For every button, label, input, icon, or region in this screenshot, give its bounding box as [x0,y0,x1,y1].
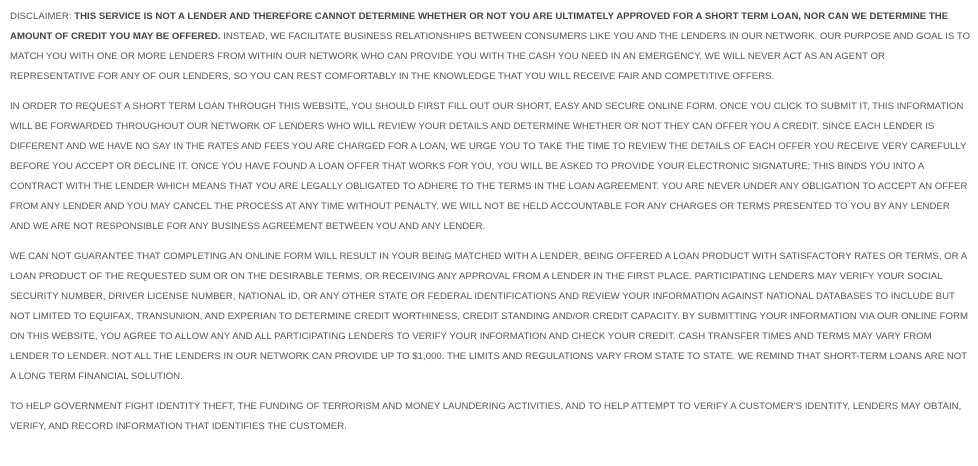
disclaimer-paragraph-1-text: INSTEAD, WE FACILITATE BUSINESS RELATIONSHIPS BETWEEN CONSUMERS LIKE YOU AND THE LENDERS IN OUR NETWORK. OUR PURPOSE AND GOAL IS TO MATCH YOU WITH ONE OR MORE LENDERS FROM WITHIN OUR NETWORK WHO CAN PROVIDE YOU WITH THE CASH YOU NEED IN AN EMERGENCY. WE WILL NEVER ACT AS AN AGENT OR REPRESENTATIVE FOR ANY OF OUR LENDERS, SO YOU CAN REST COMFORTABLY IN THE KNOWLEDGE THAT YOU WILL RECEIVE FAIR AND COMPETITIVE OFFERS. [10,31,971,82]
disclaimer-paragraph-1 [10,7,972,87]
disclaimer-paragraph-4: TO HELP GOVERNMENT FIGHT IDENTITY THEFT, THE FUNDING OF TERRORISM AND MONEY LAUNDERING ACTIVITIES, AND TO HELP ATTEMPT TO VERIFY A CUSTOMER'S IDENTITY, LENDERS MAY OBTAIN, VERIFY, AND RECORD INFORMATION THAT IDENTIFIES THE CUSTOMER. [10,401,962,432]
disclaimer-label: DISCLAIMER: [10,11,72,22]
disclaimer-paragraph-2: IN ORDER TO REQUEST A SHORT TERM LOAN THROUGH THIS WEBSITE, YOU SHOULD FIRST FILL OUT OUR SHORT, EASY AND SECURE ONLINE FORM. ONCE YOU CLICK TO SUBMIT IT, THIS INFORMATION WILL BE FORWARDED THROUGHOUT OUR NETWORK OF LENDERS WHO WILL REVIEW YOUR DETAILS AND DETERMINE WHETHER OR NOT THEY CAN OFFER YOU A CREDIT. SINCE EACH LENDER IS DIFFERENT AND WE HAVE NO SAY IN THE RATES AND FEES YOU ARE CHARGED FOR A LOAN, WE URGE YOU TO TAKE THE TIME TO REVIEW THE DETAILS OF EACH OFFER YOU RECEIVE VERY CAREFULLY BEFORE YOU ACCEPT OR DECLINE IT. ONCE YOU HAVE FOUND A LOAN OFFER THAT WORKS FOR YOU, YOU WILL BE ASKED TO PROVIDE YOUR ELECTRONIC SIGNATURE; THIS BINDS YOU INTO A CONTRACT WITH THE LENDER WHICH MEANS THAT YOU ARE LEGALLY OBLIGATED TO ADHERE TO THE TERMS IN THE LOAN AGREEMENT. YOU ARE NEVER UNDER ANY OBLIGATION TO ACCEPT AN OFFER FROM ANY LENDER AND YOU MAY CANCEL THE PROCESS AT ANY TIME WITHOUT PENALTY. WE WILL NOT BE HELD ACCOUNTABLE FOR ANY CHARGES OR TERMS PRESENTED TO YOU BY ANY LENDER AND WE ARE NOT RESPONSIBLE FOR ANY BUSINESS AGREEMENT BETWEEN YOU AND ANY LENDER. [10,101,968,232]
disclaimer-paragraph-3: WE CAN NOT GUARANTEE THAT COMPLETING AN ONLINE FORM WILL RESULT IN YOUR BEING MATCHED WITH A LENDER, BEING OFFERED A LOAN PRODUCT WITH SATISFACTORY RATES OR TERMS, OR A LOAN PRODUCT OF THE REQUESTED SUM OR ON THE DESIRABLE TERMS, OR RECEIVING ANY APPROVAL FROM A LENDER IN THE FIRST PLACE. PARTICIPATING LENDERS MAY VERIFY YOUR SOCIAL SECURITY NUMBER, DRIVER LICENSE NUMBER, NATIONAL ID, OR ANY OTHER STATE OR FEDERAL IDENTIFICATIONS AND REVIEW YOUR INFORMATION AGAINST NATIONAL DATABASES TO INCLUDE BUT NOT LIMITED TO EQUIFAX, TRANSUNION, AND EXPERIAN TO DETERMINE CREDIT WORTHINESS, CREDIT STANDING AND/OR CREDIT CAPACITY. BY SUBMITTING YOUR INFORMATION VIA OUR ONLINE FORM ON THIS WEBSITE, YOU AGREE TO ALLOW ANY AND ALL PARTICIPATING LENDERS TO VERIFY YOUR INFORMATION AND CHECK YOUR CREDIT. CASH TRANSFER TIMES AND TERMS MAY VARY FROM LENDER TO LENDER. NOT ALL THE LENDERS IN OUR NETWORK CAN PROVIDE UP TO $1,000. THE LIMITS AND REGULATIONS VARY FROM STATE TO STATE. WE REMIND THAT SHORT-TERM LOANS ARE NOT A LONG TERM FINANCIAL SOLUTION. [10,251,968,382]
disclaimer-bold-statement: THIS SERVICE IS NOT A LENDER AND THEREFORE CANNOT DETERMINE WHETHER OR NOT YOU ARE ULTIMATELY APPROVED FOR A SHORT TERM LOAN, NOR CAN WE DETERMINE THE AMOUNT OF CREDIT YOU MAY BE OFFERED. [10,11,949,42]
